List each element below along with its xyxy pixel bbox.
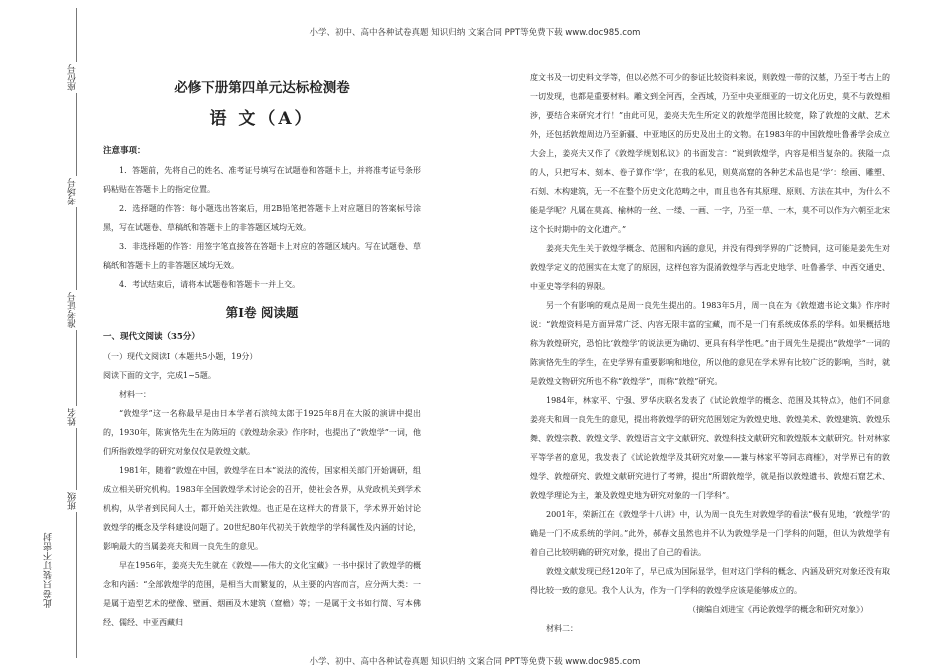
class-label: 班级 [68, 492, 78, 510]
notice-item: 3．非选择题的作答：用签字笔直接答在答题卡上对应的答题区域内。写在试题卷、草稿纸和答题卡上的非答题区域均无效。 [103, 242, 421, 270]
left-column [103, 70, 421, 632]
source-note: （摘编自刘进宝《再论敦煌学的概念和研究对象》） [688, 605, 868, 614]
section-title: 第Ⅰ卷 阅读题 [225, 305, 299, 320]
right-column [530, 68, 890, 638]
material-label: 材料一： [119, 390, 151, 399]
seal-notice: 此卷只装订不密封 [44, 532, 54, 608]
passage-paragraph: 1981年，随着“敦煌在中国，敦煌学在日本”说法的流传，国家相关部门开始调研，组成立相关研究机构。1983年全国敦煌学术讨论会的召开，使社会各界，从党政机关到学术机构，从学者到民间人士，都开始关注敦煌。也正是在这样大的背景下，学术界开始讨论敦煌学的概念及学科建设问题了。20世纪80年代初关于敦煌学的学科属性及内涵的讨论，影响最大的当属姜亮夫和周一良先生的意见。 [103, 466, 421, 551]
passage-paragraph: 姜亮夫先生关于敦煌学概念、范围和内涵的意见，并没有得到学界的广泛赞同，这可能是姜先生对敦煌学定义的范围实在太宽了的原因，这样包容为混淆敦煌学与西北史地学、吐鲁番学、中西交通史、中亚史等学科的界限。 [530, 244, 890, 291]
passage-paragraph: 敦煌文献发现已经120年了，早已成为国际显学，但对这门学科的概念、内涵及研究对象还没有取得比较一致的意见。我个人认为，作为一门学科的敦煌学应该是能够成立的。 [530, 567, 890, 595]
binding-margin [0, 0, 100, 672]
binding-line [76, 8, 77, 658]
passage-paragraph: 早在1956年，姜亮夫先生就在《敦煌——伟大的文化宝藏》一书中探讨了敦煌学的概念和内涵：“全部敦煌学的范围，是相当大而繁复的，从主要的内容而言，应分两大类：一是属于造型艺术的壁像、壁画、烟画及木建筑（窟檐）等；一是属于文书如行简、写本佛经、儒经、中亚西藏归 [103, 561, 421, 627]
passage-paragraph: 1984年，林家平、宁强、罗华庆联名发表了《试论敦煌学的概念、范围及其特点》，他们不同意姜亮夫和周一良先生的意见，提出将敦煌学的研究范围划定为敦煌史地、敦煌美术、敦煌建筑、敦煌乐舞、敦煌宗教、敦煌文学、敦煌语言文字文献研究、敦煌科技文献研究和敦煌版本文献研究。针对林家平等学者的意见，我发表了《试论敦煌学及其研究对象——兼与林家平等同志商榷》，对学界已有的敦煌学、敦煌研究、敦煌文献研究进行了考辨，提出“所谓敦煌学，就是指以敦煌遗书、敦煌石窟艺术、敦煌学理论为主，兼及敦煌史地为研究对象的一门学科”。 [530, 396, 890, 500]
top-banner: 小学、初中、高中各种试卷真题 知识归纳 文案合同 PPT等免费下载 www.doc985.com [309, 28, 641, 38]
bottom-banner: 小学、初中、高中各种试卷真题 知识归纳 文案合同 PPT等免费下载 www.doc985.com [309, 657, 641, 667]
notice-item: 1．答题前，先将自己的姓名、准考证号填写在试题卷和答题卡上，并将准考证号条形码粘贴在答题卡上的指定位置。 [103, 166, 421, 194]
question-heading: 一、现代文阅读（35分） [103, 332, 200, 342]
passage-paragraph: 度文书及一切史料文学等，但以必然不可少的参证比较资料来说，则敦煌一带的汉墓，乃至于考古上的一切发现，也都是重要材料。雕文到全河西，全西域，乃至中央亚细亚的一切文化历史，莫不与敦煌相涉，要结合来研究才行！”由此可见，姜亮夫先生所定义的敦煌学范围比较宽，除了敦煌的文献、艺术外，还包括敦煌周边乃至新疆、中亚地区的历史及出土的文物。在1983年的中国敦煌吐鲁番学会成立大会上，姜亮夫又作了《敦煌学规划私议》的书面发言：“说到敦煌学，内容是相当复杂的。狭隘一点的人，只把写本、刻本、卷子算作‘学’，在我的私见，则莫高窟的各种艺术品也是‘学’：绘画、雕塑、石刻、木构建筑，无一不在整个历史文化范畴之中，而且也各有其原理、原则、方法在其中，为什么不能是学呢？凡属在莫高、榆林的一丝、一缕、一画、一字，乃至一草、一木，莫不可以作为六朝至北宋这个长时期中的文化遗产。” [530, 73, 890, 234]
exam-subject: 语 文（A） [209, 109, 315, 129]
exam-room-label: 考场号 [68, 178, 78, 205]
question-subheading: （一）现代文阅读Ⅰ（本题共5小题，19分） [103, 352, 258, 361]
passage-paragraph: “敦煌学”这一名称最早是由日本学者石滨纯太郎于1925年8月在大阪的演讲中提出的，1930年，陈寅恪先生在为陈垣的《敦煌劫余录》作序时，也提出了“敦煌学”一词，他们所指敦煌学的研究对象仅仅是敦煌文献。 [103, 409, 421, 456]
passage-paragraph: 另一个有影响的观点是周一良先生提出的。1983年5月，周一良在为《敦煌遗书论文集》作序时说：“敦煌资料是方面异常广泛、内容无限丰富的宝藏，而不是一门有系统成体系的学科。如果概括地称为敦煌研究，恐怕比‘敦煌学’的说法更为确切、更具有科学性吧。”由于周先生是提出“敦煌学”一词的陈寅恪先生的学生，在史学界有重要影响和地位，所以他的意见在学术界有比较广泛的影响，当时，就是敦煌文物研究所也不称“敦煌学”，而称“敦煌”研究。 [530, 301, 890, 386]
notice-item: 2．选择题的作答：每小题选出答案后，用2B铅笔把答题卡上对应题目的答案标号涂黑，写在试题卷、草稿纸和答题卡上的非答题区域均无效。 [103, 204, 421, 232]
notice-item: 4．考试结束后，请将本试题卷和答题卡一并上交。 [119, 280, 301, 289]
exam-title: 必修下册第四单元达标检测卷 [174, 80, 350, 96]
reading-instruction: 阅读下面的文字，完成1~5题。 [103, 371, 216, 380]
notice-heading: 注意事项： [103, 146, 146, 156]
admission-number-label: 准考证号 [68, 292, 78, 328]
name-label: 姓名 [68, 408, 78, 426]
material-label: 材料二： [546, 624, 578, 633]
seat-number-label: 座位号 [68, 64, 78, 91]
passage-paragraph: 2001年，荣新江在《敦煌学十八讲》中，认为周一良先生对敦煌学的看法“极有见地，‘敦煌学’的确是一门不成系统的学问。”此外，郝春文虽然也并不认为敦煌学是一门学科的问题，但认为敦煌学有着自己比较明确的研究对象，提出了自己的看法。 [530, 510, 890, 557]
